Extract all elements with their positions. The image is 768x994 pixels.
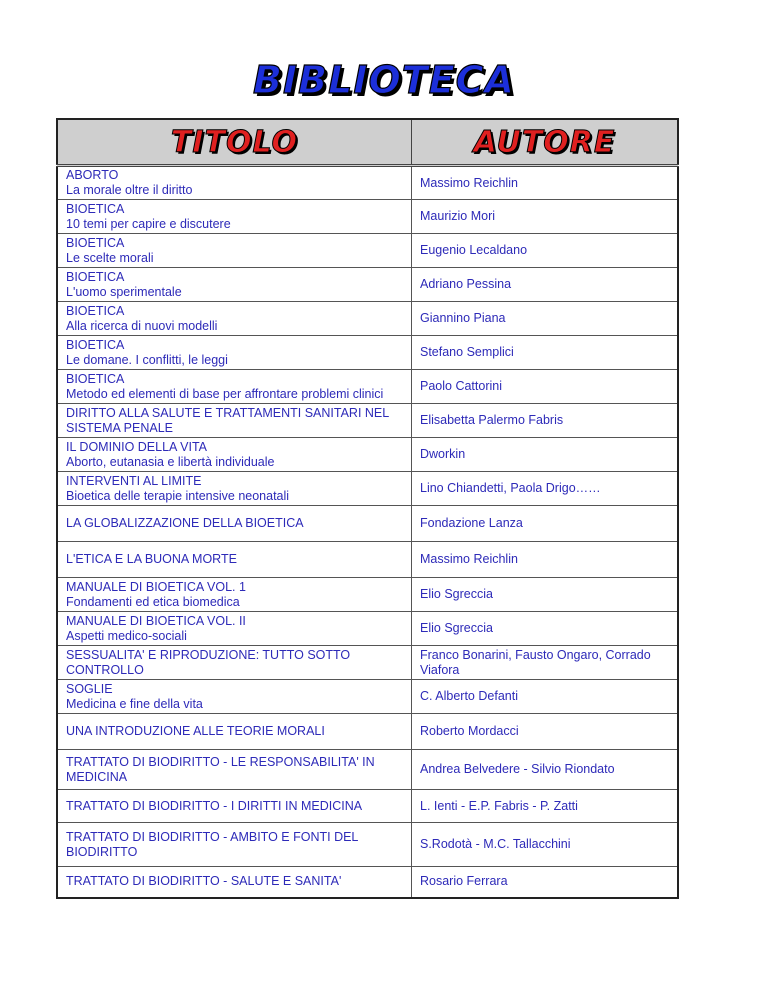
table-row [57, 302, 678, 336]
author-column-header: AUTORE [412, 119, 679, 166]
table-row [57, 166, 678, 200]
book-author: C. Alberto Defanti [412, 680, 679, 714]
book-subtitle: Aborto, eutanasia e libertà individuale [66, 454, 275, 469]
book-title-cell [57, 750, 412, 790]
book-author: Fondazione Lanza [412, 506, 679, 542]
book-author: Eugenio Lecaldano [412, 234, 679, 268]
book-title-cell [57, 612, 412, 646]
table-row [57, 370, 678, 404]
book-title-cell [57, 336, 412, 370]
book-author: S.Rodotà - M.C. Tallacchini [412, 823, 679, 867]
book-author: Roberto Mordacci [412, 714, 679, 750]
book-title: TRATTATO DI BIODIRITTO - SALUTE E SANITA' [66, 874, 342, 889]
book-title: SOGLIE [66, 681, 113, 696]
table-row [57, 750, 678, 790]
book-author: Giannino Piana [412, 302, 679, 336]
book-subtitle: Le domane. I conflitti, le leggi [66, 352, 228, 367]
book-author: Lino Chiandetti, Paola Drigo…… [412, 472, 679, 506]
book-subtitle: 10 temi per capire e discutere [66, 216, 231, 231]
book-title-cell [57, 302, 412, 336]
book-title-cell [57, 472, 412, 506]
table-row [57, 790, 678, 823]
book-title: TRATTATO DI BIODIRITTO - AMBITO E FONTI DEL BIODIRITTO [66, 829, 358, 859]
book-subtitle: Bioetica delle terapie intensive neonatali [66, 488, 290, 503]
book-title: LA GLOBALIZZAZIONE DELLA BIOETICA [66, 516, 304, 530]
table-row [57, 612, 678, 646]
book-title: BIOETICA [66, 371, 125, 386]
book-title-cell [57, 506, 412, 542]
book-title: BIOETICA [66, 303, 125, 318]
book-title: BIOETICA [66, 235, 125, 250]
book-author: Maurizio Mori [412, 200, 679, 234]
book-title-cell [57, 680, 412, 714]
book-author: Stefano Semplici [412, 336, 679, 370]
book-author: Adriano Pessina [412, 268, 679, 302]
book-title: TRATTATO DI BIODIRITTO - I DIRITTI IN MEDICINA [66, 798, 363, 813]
book-title-cell [57, 234, 412, 268]
book-subtitle: Fondamenti ed etica biomedica [66, 594, 240, 609]
book-title-cell [57, 790, 412, 823]
book-author: Massimo Reichlin [412, 542, 679, 578]
book-title: INTERVENTI AL LIMITE [66, 473, 202, 488]
book-title-cell [57, 268, 412, 302]
book-author: L. Ienti - E.P. Fabris - P. Zatti [412, 790, 679, 823]
page-title: BIBLIOTECA [253, 58, 515, 102]
table-row [57, 680, 678, 714]
book-author: Franco Bonarini, Fausto Ongaro, Corrado Viafora [412, 646, 679, 680]
table-row [57, 200, 678, 234]
book-author: Andrea Belvedere - Silvio Riondato [412, 750, 679, 790]
book-title-cell [57, 714, 412, 750]
table-row [57, 542, 678, 578]
book-author: Elisabetta Palermo Fabris [412, 404, 679, 438]
table-row [57, 268, 678, 302]
table-row [57, 506, 678, 542]
book-subtitle: Le scelte morali [66, 250, 154, 265]
book-title-cell [57, 404, 412, 438]
book-title: UNA INTRODUZIONE ALLE TEORIE MORALI [66, 724, 325, 738]
book-title: BIOETICA [66, 269, 125, 284]
book-author: Elio Sgreccia [412, 578, 679, 612]
table-row [57, 867, 678, 898]
book-subtitle: Metodo ed elementi di base per affrontare problemi clinici [66, 386, 384, 401]
table-row [57, 578, 678, 612]
book-title-cell [57, 578, 412, 612]
book-subtitle: L'uomo sperimentale [66, 284, 182, 299]
book-title: MANUALE DI BIOETICA VOL. 1 [66, 579, 246, 594]
book-title: ABORTO [66, 168, 119, 182]
book-title: L'ETICA E LA BUONA MORTE [66, 552, 237, 566]
header-row [57, 119, 678, 166]
book-title-cell [57, 166, 412, 200]
book-author: Elio Sgreccia [412, 612, 679, 646]
table-row [57, 646, 678, 680]
book-title: IL DOMINIO DELLA VITA [66, 439, 208, 454]
book-title: SESSUALITA' E RIPRODUZIONE: TUTTO SOTTO CONTROLLO [66, 647, 351, 677]
table-row [57, 823, 678, 867]
book-title-cell [57, 200, 412, 234]
book-title-cell [57, 542, 412, 578]
book-author: Rosario Ferrara [412, 867, 679, 898]
book-title-cell [57, 370, 412, 404]
book-title: TRATTATO DI BIODIRITTO - LE RESPONSABILITA' IN MEDICINA [66, 754, 375, 784]
table-row [57, 472, 678, 506]
book-catalog-table [56, 118, 679, 899]
table-row [57, 336, 678, 370]
book-title-cell [57, 646, 412, 680]
book-title-cell [57, 867, 412, 898]
book-author: Paolo Cattorini [412, 370, 679, 404]
book-title-cell [57, 438, 412, 472]
book-title: DIRITTO ALLA SALUTE E TRATTAMENTI SANITARI NEL SISTEMA PENALE [66, 405, 389, 435]
book-title: BIOETICA [66, 337, 125, 352]
book-title-cell [57, 823, 412, 867]
book-subtitle: Alla ricerca di nuovi modelli [66, 318, 218, 333]
table-row [57, 438, 678, 472]
title-column-header: TITOLO [57, 119, 412, 166]
book-author: Massimo Reichlin [412, 166, 679, 200]
table-row [57, 234, 678, 268]
book-author: Dworkin [412, 438, 679, 472]
book-subtitle: Aspetti medico-sociali [66, 628, 187, 643]
table-row [57, 404, 678, 438]
book-subtitle: Medicina e fine della vita [66, 696, 203, 711]
book-title: MANUALE DI BIOETICA VOL. II [66, 613, 246, 628]
table-row [57, 714, 678, 750]
book-subtitle: La morale oltre il diritto [66, 183, 193, 197]
book-title: BIOETICA [66, 201, 125, 216]
